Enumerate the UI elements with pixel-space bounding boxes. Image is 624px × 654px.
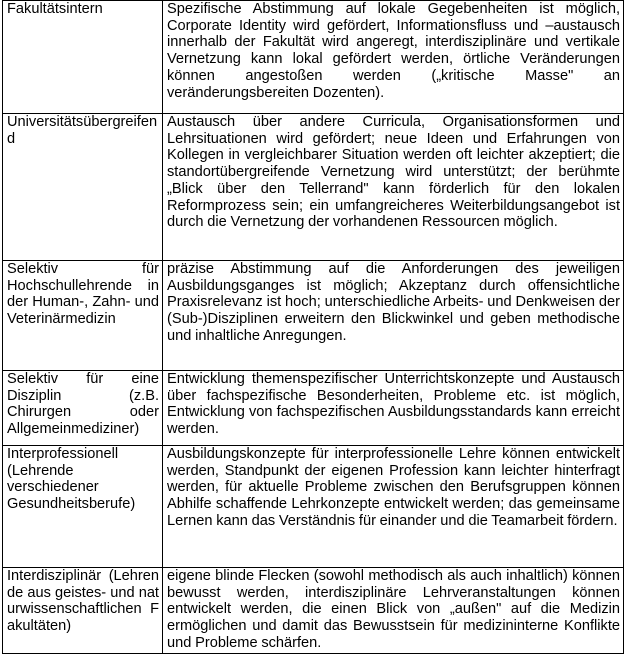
category-label: Selektiv für Hochschullehrende in der Human-, Zahn- und Veterinärmedizin [7,261,159,328]
description-cell [163,446,624,568]
comparison-table [2,0,624,654]
category-cell [3,114,163,261]
table-row [3,568,624,654]
table-row [3,1,624,114]
category-cell [3,1,163,114]
table-row [3,446,624,568]
category-cell [3,568,163,654]
description-cell [163,114,624,261]
category-label: Universitätsübergreifend [7,114,158,147]
description-text: Entwicklung themenspezifischer Unterrichtskonzepte und Austausch über fachspezifische Besonderheiten, Probleme etc. ist möglich, Entwicklung von fachspezifischen Ausbildungsstandards kann erreicht werden. [167,371,620,438]
description-text: Ausbildungskonzepte für interprofessionelle Lehre können entwickelt werden, Standpunkt der eigenen Profession kann leichter hinterfragt werden, für aktuelle Probleme zwischen den Berufsgruppen können Abhilfe schaffende Lehrkonzepte entwickelt werden; das gemeinsame Lernen kann das Verständnis für einander und die Teamarbeit fördern. [167,446,620,529]
category-label: Interdisziplinär (Lehrende aus geistes- und naturwissenschaftlichen Fakultäten) [7,568,159,635]
description-cell [163,568,624,654]
category-cell [3,261,163,371]
category-label: Interprofessionell (Lehrende verschiedener Gesundheitsberufe) [7,446,136,513]
description-cell [163,261,624,371]
description-text: präzise Abstimmung auf die Anforderungen des jeweiligen Ausbildungsganges ist möglich; Akzeptanz durch offensichtliche Praxisrelevanz ist hoch; unterschiedliche Arbeits- und Denkweisen der (Sub-)Disziplinen erweitern den Blickwinkel und geben methodische und inhaltliche Anregungen. [167,261,620,344]
table-row [3,114,624,261]
table-row [3,371,624,446]
table-row [3,261,624,371]
description-cell [163,371,624,446]
description-text: Spezifische Abstimmung auf lokale Gegebenheiten ist möglich, Corporate Identity wird gefördert, Informationsfluss und –austausch innerhalb der Fakultät wird angeregt, interdisziplinäre und vertikale Vernetzung kann lokal gefördert werden, örtliche Veränderungen können angestoßen werden („kritische Masse" an veränderungsbereiten Dozenten). [167,1,620,101]
description-text: Austausch über andere Curricula, Organisationsformen und Lehrsituationen wird gefördert; neue Ideen und Erfahrungen von Kollegen in vergleichbarer Situation werden oft leichter akzeptiert; die standortübergreifende Vernetzung wird unterstützt; der berühmte „Blick über den Tellerrand" kann förderlich für den lokalen Reformprozess sein; ein umfangreicheres Weiterbildungsangebot ist durch die Vernetzung der vorhandenen Ressourcen möglich. [167,114,620,231]
category-label: Selektiv für eine Disziplin (z.B. Chirurgen oder Allgemeinmediziner) [7,371,159,438]
category-cell [3,371,163,446]
category-cell [3,446,163,568]
category-label: Fakultätsintern [7,1,103,17]
description-cell [163,1,624,114]
description-text: eigene blinde Flecken (sowohl methodisch als auch inhaltlich) können bewusst werden, interdisziplinäre Lehrveranstaltungen können entwickelt werden, die einen Blick von „außen" auf die Medizin ermöglichen und damit das Bewusstsein für medizininterne Konflikte und Probleme schärfen. [167,568,620,651]
